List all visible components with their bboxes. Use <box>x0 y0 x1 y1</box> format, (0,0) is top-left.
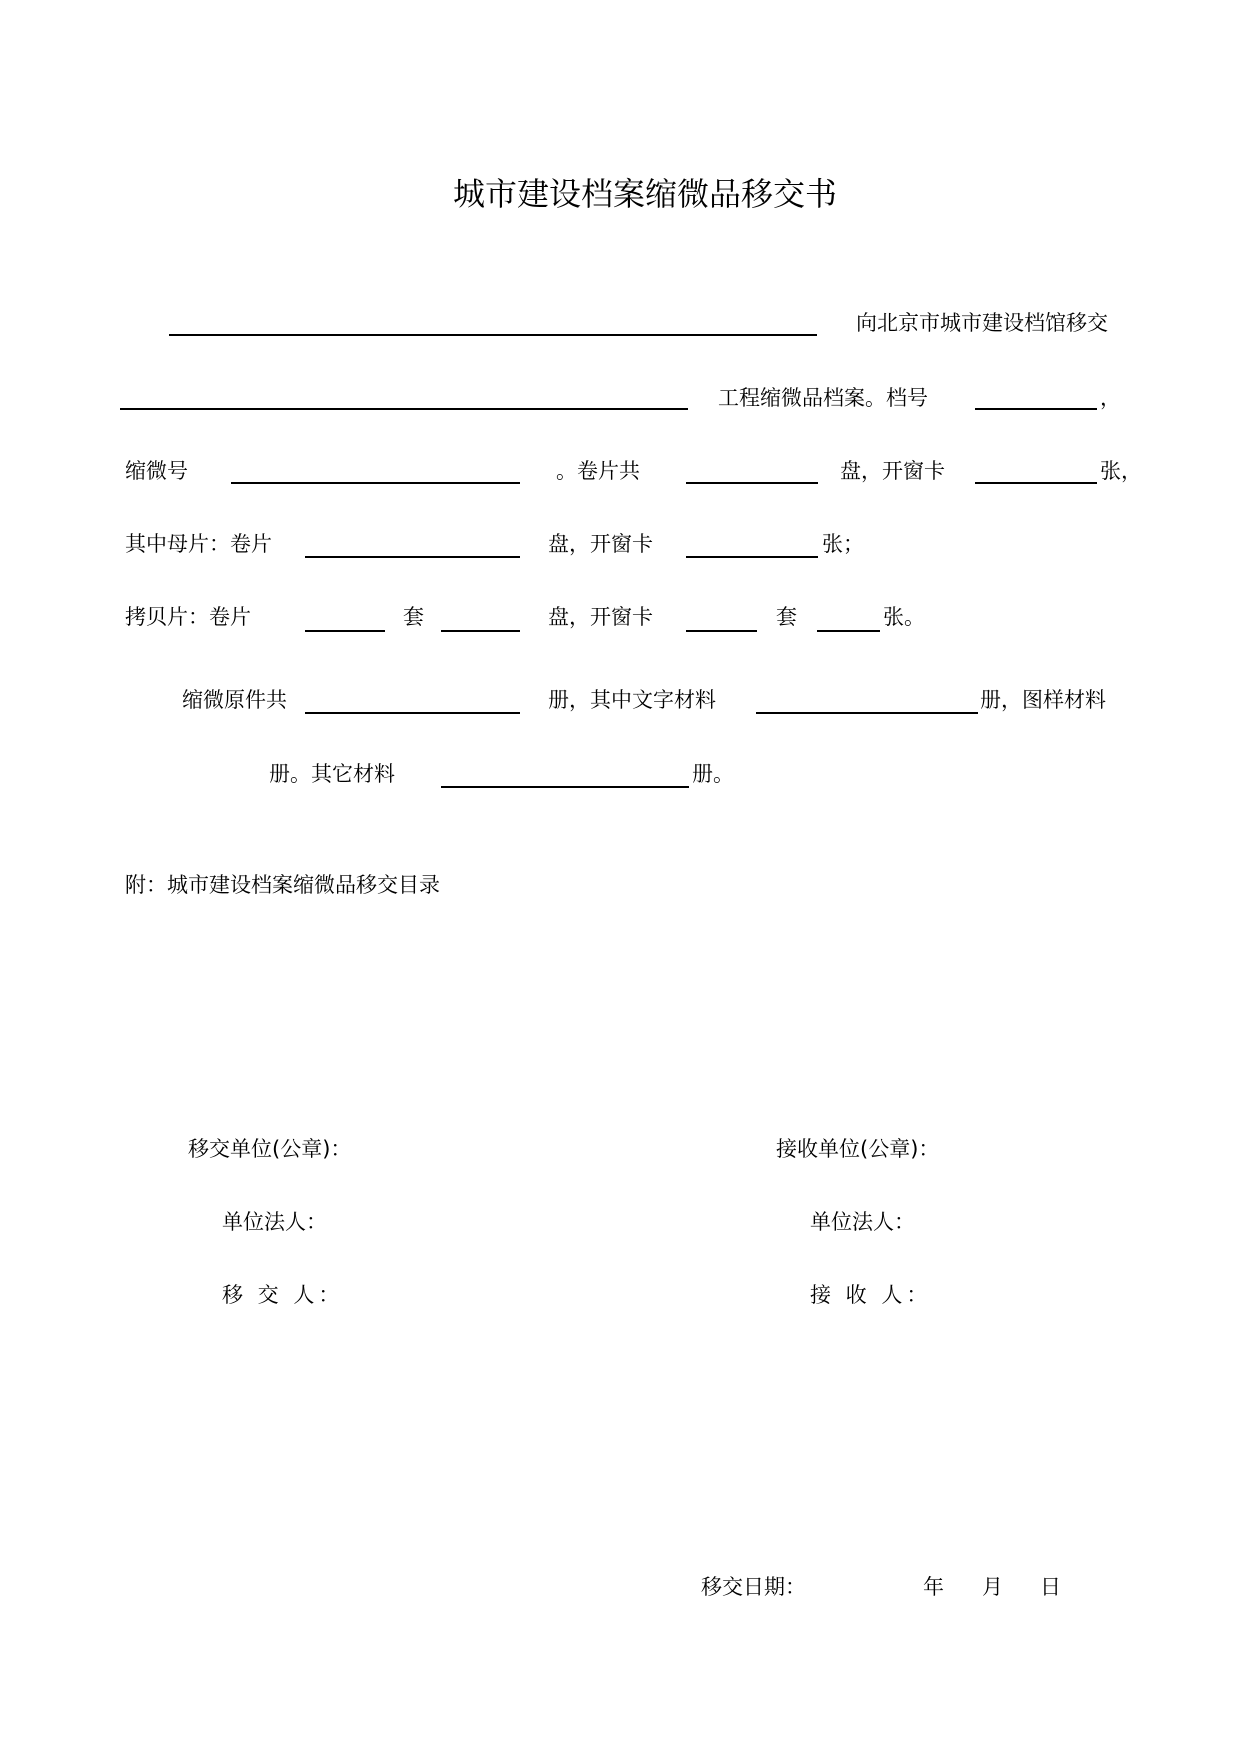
transfer-date-label: 移交日期： <box>701 1575 806 1599</box>
master-aperture-blank[interactable] <box>686 556 818 558</box>
project-archive-text: 工程缩微品档案。档号 <box>718 386 928 410</box>
copy-set-unit-1: 套 <box>403 605 424 629</box>
legal-representative-left-label: 单位法人： <box>222 1210 327 1234</box>
copy-sheet-unit: 张。 <box>883 605 925 629</box>
copy-film-label: 拷贝片：卷片 <box>125 605 251 629</box>
copy-aperture-label: 盘，开窗卡 <box>548 605 653 629</box>
copy-roll-set-blank[interactable] <box>305 630 385 632</box>
aperture-card-label: 盘，开窗卡 <box>840 459 945 483</box>
archive-number-comma: ， <box>1100 386 1121 410</box>
copy-aperture-set-blank[interactable] <box>686 630 757 632</box>
aperture-card-blank[interactable] <box>975 482 1097 484</box>
master-film-label: 其中母片：卷片 <box>125 532 272 556</box>
transferring-party-blank[interactable] <box>169 334 817 336</box>
master-aperture-label: 盘，开窗卡 <box>548 532 653 556</box>
transfer-to-text: 向北京市城市建设档馆移交 <box>856 311 1108 335</box>
master-roll-blank[interactable] <box>305 556 520 558</box>
text-materials-blank[interactable] <box>756 712 978 714</box>
receiver-label: 接 收 人： <box>810 1283 932 1307</box>
originals-total-label: 缩微原件共 <box>182 688 287 712</box>
receive-unit-seal-label: 接收单位(公章)： <box>776 1137 940 1161</box>
text-materials-label: 册，其中文字材料 <box>548 688 716 712</box>
roll-total-label: 。卷片共 <box>556 459 640 483</box>
copy-roll-blank[interactable] <box>441 630 520 632</box>
project-name-blank[interactable] <box>120 408 688 410</box>
roll-total-blank[interactable] <box>686 482 818 484</box>
copy-aperture-blank[interactable] <box>817 630 880 632</box>
drawing-materials-label: 册，图样材料 <box>980 688 1106 712</box>
archive-number-blank[interactable] <box>975 408 1097 410</box>
other-materials-blank[interactable] <box>441 786 689 788</box>
attachment-note: 附：城市建设档案缩微品移交目录 <box>125 873 440 897</box>
copy-set-unit-2: 套 <box>776 605 797 629</box>
volume-unit: 册。 <box>692 762 734 786</box>
transferor-label: 移 交 人： <box>222 1283 344 1307</box>
legal-representative-right-label: 单位法人： <box>810 1210 915 1234</box>
microfilm-number-blank[interactable] <box>231 482 520 484</box>
date-day-label: 日 <box>1040 1575 1061 1599</box>
date-month-label: 月 <box>982 1575 1003 1599</box>
other-materials-label: 册。其它材料 <box>269 762 395 786</box>
transfer-unit-seal-label: 移交单位(公章)： <box>188 1137 352 1161</box>
microfilm-number-label: 缩微号 <box>125 459 188 483</box>
document-title: 城市建设档案缩微品移交书 <box>452 175 837 213</box>
master-sheet-unit: 张； <box>822 532 864 556</box>
originals-total-blank[interactable] <box>305 712 520 714</box>
date-year-label: 年 <box>923 1575 944 1599</box>
sheet-unit: 张， <box>1100 459 1142 483</box>
